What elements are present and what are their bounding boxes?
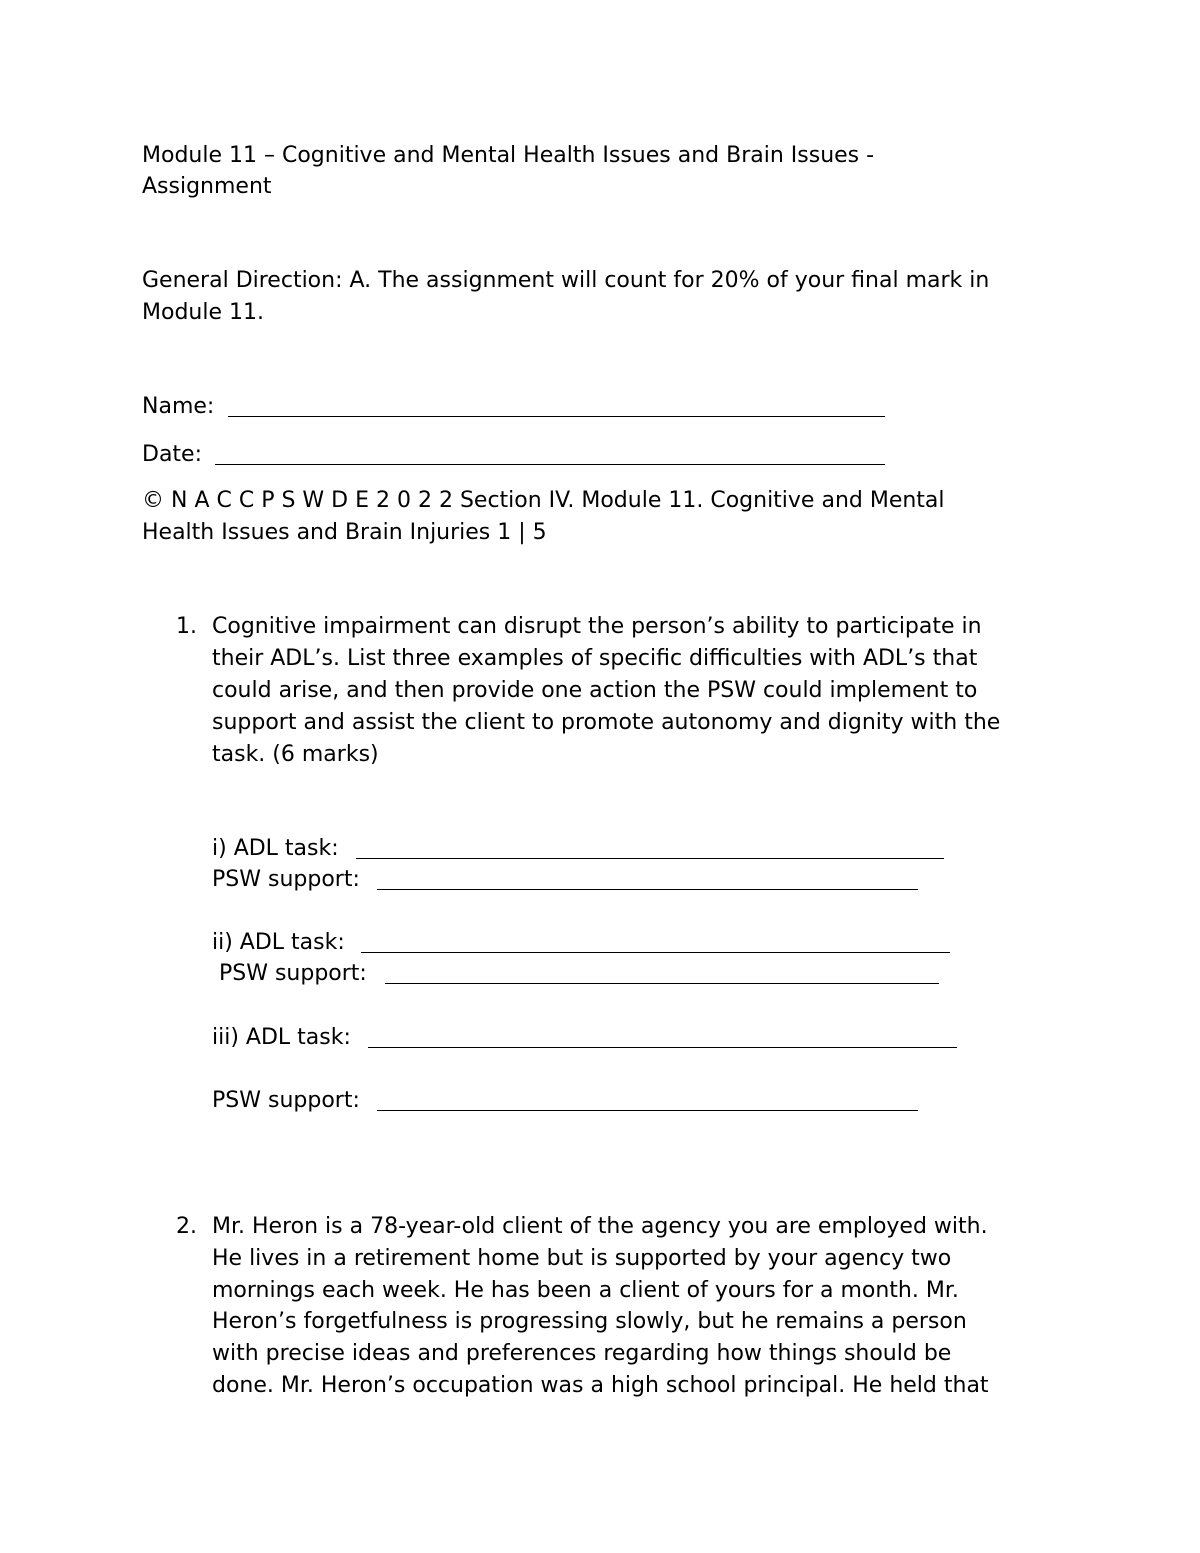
question-1-text-line: task. (6 marks) xyxy=(212,742,379,767)
adl-task-label-i: i) ADL task: xyxy=(212,836,339,861)
psw-support-label-iii: PSW support: xyxy=(212,1088,360,1113)
question-2-text-line: with precise ideas and preferences regarding how things should be xyxy=(212,1341,952,1366)
name-blank-line xyxy=(228,416,885,417)
general-direction-line-1: General Direction: A. The assignment will count for 20% of your final mark in xyxy=(142,268,990,293)
question-1-text-line: their ADL’s. List three examples of specific difficulties with ADL’s that xyxy=(212,646,978,671)
name-label: Name: xyxy=(142,394,215,419)
question-2-text-line: Heron’s forgetfulness is progressing slowly, but he remains a person xyxy=(212,1309,967,1334)
copyright-line-2: Health Issues and Brain Injuries 1 | 5 xyxy=(142,520,547,545)
psw-support-blank-i xyxy=(377,889,918,890)
psw-support-label-ii: PSW support: xyxy=(212,961,367,986)
adl-task-label-iii: iii) ADL task: xyxy=(212,1025,351,1050)
date-label: Date: xyxy=(142,442,202,467)
question-2-text-line: mornings each week. He has been a client of yours for a month. Mr. xyxy=(212,1278,959,1303)
question-2-number: 2. xyxy=(176,1214,197,1239)
document-title-line-1: Module 11 – Cognitive and Mental Health Issues and Brain Issues - xyxy=(142,143,875,168)
general-direction-line-2: Module 11. xyxy=(142,300,264,325)
question-1-text-line: could arise, and then provide one action the PSW could implement to xyxy=(212,678,978,703)
document-title-line-2: Assignment xyxy=(142,174,272,199)
question-1-text-line: Cognitive impairment can disrupt the person’s ability to participate in xyxy=(212,614,982,639)
adl-task-blank-i xyxy=(356,858,944,859)
psw-support-label-i: PSW support: xyxy=(212,867,360,892)
question-1-number: 1. xyxy=(176,614,197,639)
adl-task-blank-iii xyxy=(368,1047,957,1048)
question-2-text-line: Mr. Heron is a 78-year-old client of the agency you are employed with. xyxy=(212,1214,988,1239)
date-blank-line xyxy=(215,464,885,465)
adl-task-blank-ii xyxy=(361,952,950,953)
copyright-line-1: © N A C C P S W D E 2 0 2 2 Section IV. Module 11. Cognitive and Mental xyxy=(142,488,945,513)
psw-support-blank-ii xyxy=(385,983,939,984)
question-1-text-line: support and assist the client to promote autonomy and dignity with the xyxy=(212,710,1001,735)
adl-task-label-ii: ii) ADL task: xyxy=(212,930,345,955)
question-2-text-line: done. Mr. Heron’s occupation was a high school principal. He held that xyxy=(212,1373,989,1398)
question-2-text-line: He lives in a retirement home but is supported by your agency two xyxy=(212,1246,952,1271)
psw-support-blank-iii xyxy=(377,1110,918,1111)
